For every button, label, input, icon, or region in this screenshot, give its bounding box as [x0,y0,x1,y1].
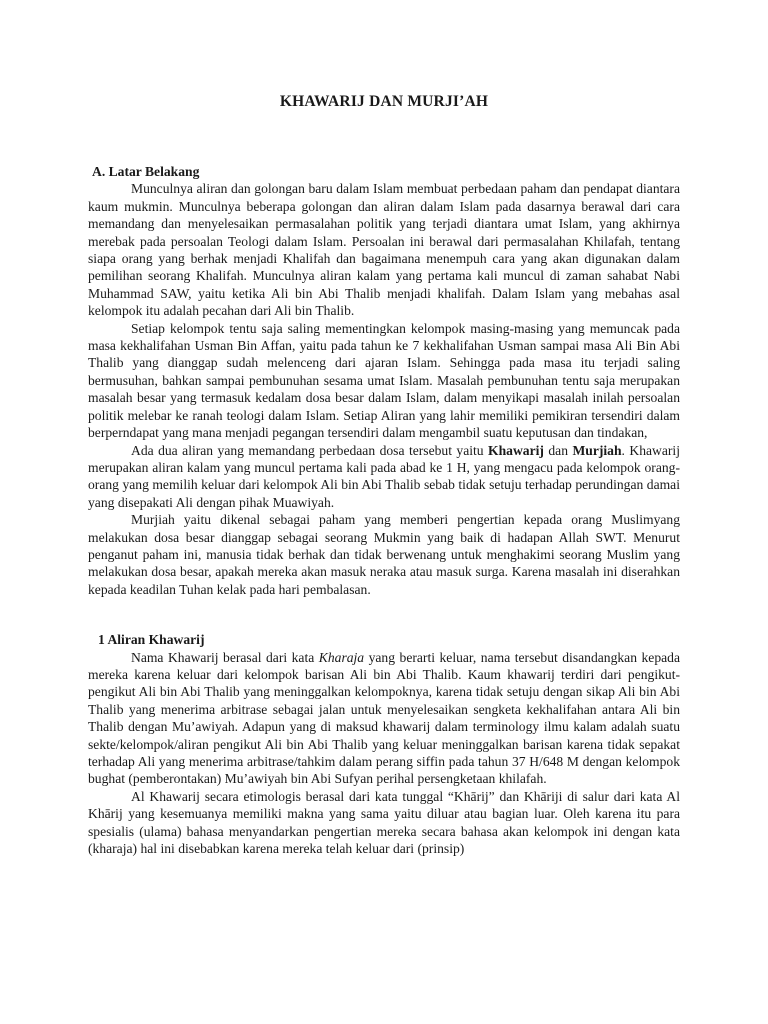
text-run: dan [543,442,573,458]
keyword-murjiah: Murjiah [572,442,622,458]
document-title: KHAWARIJ DAN MURJI’AH [279,93,489,110]
section-heading-latar-belakang: A. Latar Belakang [92,164,200,179]
keyword-khawarij: Khawarij [488,442,544,458]
document-page [88,92,680,857]
paragraph-khawarij-1 [88,649,680,788]
text-run: Nama Khawarij berasal dari kata [131,649,319,665]
text-run: Ada dua aliran yang memandang perbedaan dosa tersebut yaitu [131,442,489,458]
paragraph-khawarij-2: Al Khawarij secara etimologis berasal dari kata tunggal “Khārij” dan Khāriji di salur dari kata Al Khārij yang kesemuanya memiliki makna yang sama yaitu diluar atau bagian luar. Oleh karena itu para spesialis (ulama) bahasa menyandarkan pengertian mereka secara bahasa akan kelompok ini dengan kata (kharaja) hal ini disebabkan karena mereka telah keluar dari (prinsip) [88,788,680,857]
text-run: yang berarti keluar, nama tersebut disandangkan kepada mereka karena keluar dari kelompok barisan Ali bin Abi Thalib. Kaum khawarij terdiri dari pengikut-pengikut Ali bin Abi Thalib yang meninggalkan kelompoknya, karena tidak setuju dengan sikap Ali bin Abi Thalib yang menerima arbitrase sebagai jalan untuk menyelesaikan sengketa kekhalifahan antara Ali bin Thalib dengan Mu’awiyah. Adapun yang di maksud khawarij dalam terminology ilmu kalam adalah suatu sekte/kelompok/aliran pengikut Ali bin Abi Thalib yang keluar meninggalkan barisan karena tidak sepakat terhadap Ali yang menerima arbitrase/tahkim dalam perang siffin pada tahun 37 H/648 M dengan kelompok bughat (pemberontakan) Mu’awiyah bin Abi Sufyan perihal persengketaan khilafah. [88,649,680,787]
paragraph-latar-belakang-2: Setiap kelompok tentu saja saling mementingkan kelompok masing-masing yang memuncak pada masa kekhalifahan Usman Bin Affan, yaitu pada tahun ke 7 kekhalifahan Usman sampai masa Ali Bin Abi Thalib yang dianggap sudah melenceng dari ajaran Islam. Sehingga pada masa itu terjadi saling bermusuhan, bahkan sampai pembunuhan sesama umat Islam. Masalah pembunuhan tentu saja merupakan masalah besar yang termasuk kedalam dosa besar dalam Islam, dalam menyikapi masalah inilah persoalan politik melebar ke ranah teologi dalam Islam. Setiap Aliran yang lahir memiliki pemikiran tersendiri dalam berperndapat yang mana menjadi pegangan tersendiri dalam mengambil suatu keputusan dan tindakan, [88,320,680,441]
text-run: . Khawarij merupakan aliran kalam yang muncul pertama kali pada abad ke 1 H, yang mengacu pada kelompok orang-orang yang memilih keluar dari kelompok Ali bin Abi Thalib sebab tidak setuju terhadap perundingan damai yang disepakati Ali dengan pihak Muawiyah. [88,442,680,510]
term-kharaja: Kharaja [318,649,365,665]
paragraph-latar-belakang-1: Munculnya aliran dan golongan baru dalam Islam membuat perbedaan paham dan pendapat diantara kaum mukmin. Munculnya beberapa golongan dan aliran dalam Islam pada dasarnya berawal dari cara memandang dan menyelesaikan permasalahan politik yang terjadi diantara umat Islam, yang akhirnya merebak pada persoalan Teologi dalam Islam. Persoalan ini berawal dari permasalahan Khilafah, tentang siapa orang yang berhak menjadi Khalifah dan bagaimana menempuh cara yang akan digunakan dalam pemilihan seorang Khalifah. Munculnya aliran kalam yang pertama kali muncul di zaman sahabat Nabi Muhammad SAW, yaitu ketika Ali bin Abi Thalib menjadi khalifah. Dalam Islam yang mebahas asal kelompok itu adalah pecahan dari Ali bin Thalib. [88,181,680,319]
paragraph-latar-belakang-3 [88,442,680,512]
paragraph-latar-belakang-4: Murjiah yaitu dikenal sebagai paham yang memberi pengertian kepada orang Muslimyang melakukan dosa besar dianggap sebagai seorang Mukmin yang baik di hadapan Allah SWT. Menurut penganut paham ini, manusia tidak berhak dan tidak berwenang untuk menghakimi seorang Muslim yang melakukan dosa besar, apakah mereka akan masuk neraka atau masuk surga. Karena masalah ini diserahkan kepada keadilan Tuhan kelak pada hari pembalasan. [88,512,680,597]
section-heading-aliran-khawarij: 1 Aliran Khawarij [98,632,205,648]
